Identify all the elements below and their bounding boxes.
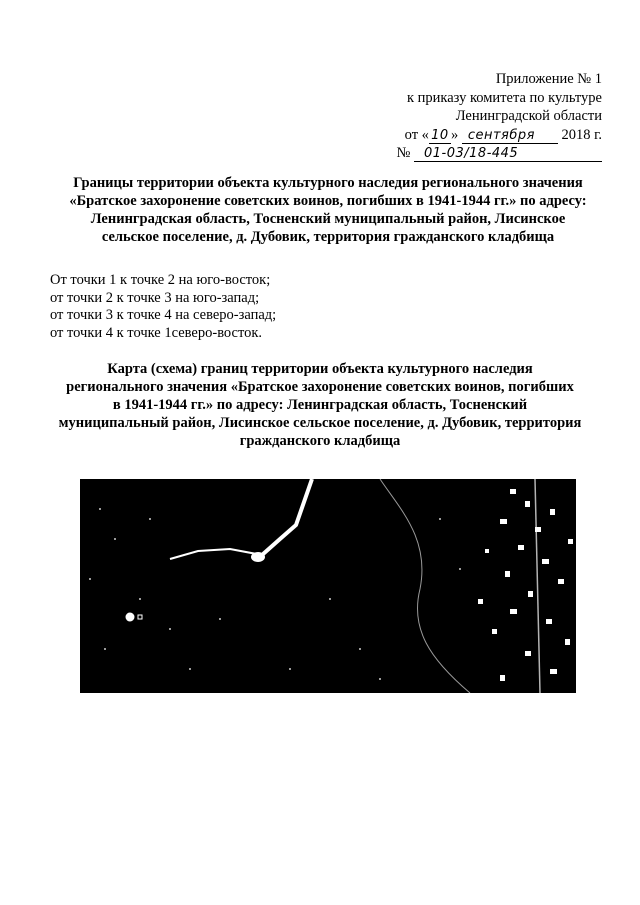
date-day-handwritten: 10 (429, 128, 451, 144)
appendix-number-line (397, 144, 602, 163)
route-line: от точки 3 к точке 4 на северо-запад; (50, 307, 277, 323)
satellite-map-image (80, 479, 576, 693)
date-prefix: от « (404, 126, 429, 143)
route-line: от точки 2 к точке 3 на юго-запад; (50, 289, 260, 306)
route-line: от точки 4 к точке 1северо-восток. (50, 324, 263, 341)
map-scheme-heading (28, 360, 612, 450)
road-junction (251, 552, 265, 562)
territory-borders-heading (48, 174, 608, 246)
number-handwritten: 01-03/18-445 (414, 146, 602, 162)
heading2-line: Карта (схема) границ территории объекта культурного наследия (107, 361, 533, 377)
appendix-order-line: к приказу комитета по культуре (406, 89, 602, 106)
heading2-line: в 1941-1944 гг.» по адресу: Ленинградская область, Тосненский (112, 397, 528, 413)
appendix-title: Приложение № 1 (495, 71, 602, 87)
heading1-line: сельское поселение, д. Дубовик, территория гражданского кладбища (101, 229, 555, 245)
appendix-block (397, 70, 602, 163)
satellite-map-graphic (80, 479, 576, 693)
heading2-line: регионального значения «Братское захоронение советских воинов, погибших (66, 379, 574, 395)
date-month-handwritten: сентября (462, 128, 558, 144)
appendix-date-line (397, 126, 602, 145)
route-line: От точки 1 к точке 2 на юго-восток; (50, 272, 271, 288)
heading1-line: Ленинградская область, Тосненский муниципальный район, Лисинское (90, 211, 566, 227)
heading1-line: Границы территории объекта культурного наследия регионального значения (73, 175, 583, 191)
date-mid: » (450, 126, 459, 143)
heading2-line: гражданского кладбища (239, 433, 401, 449)
date-year: 2018 г. (561, 126, 602, 143)
route-description (50, 272, 276, 342)
heading1-line: «Братское захоронение советских воинов, погибших в 1941-1944 гг.» по адресу: (69, 193, 587, 209)
heading2-line: муниципальный район, Лисинское сельское поселение, д. Дубовик, территория (58, 415, 582, 431)
number-prefix: № (396, 145, 411, 161)
cemetery-marker-icon (126, 613, 135, 622)
appendix-region-line: Ленинградской области (455, 108, 602, 124)
